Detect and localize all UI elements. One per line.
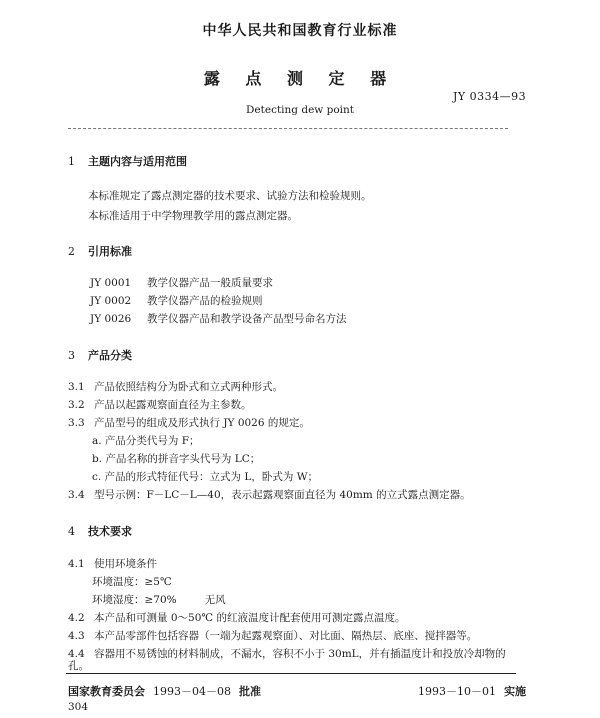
approval-line	[68, 683, 261, 699]
clause-item	[68, 397, 252, 412]
reference-title: 教学仪器产品一般质量要求	[147, 277, 273, 289]
sub-clause-c: c. 产品的形式特征代号：立式为 L，卧式为 W；	[92, 471, 318, 483]
section-title: 引用标准	[88, 245, 132, 258]
section-number: 1	[68, 155, 75, 168]
clause-item	[68, 628, 477, 643]
clause-number: 4.4	[68, 648, 85, 660]
reference-code: JY 0001	[90, 277, 132, 289]
section-title: 技术要求	[88, 525, 132, 538]
sub-clause-a: a. 产品分类代号为 F；	[92, 435, 200, 447]
header-divider	[68, 128, 508, 129]
clause-text: 本产品零部件包括容器（一端为起露观察面）、对比面、隔热层、底座、搅拌器等。	[94, 630, 478, 642]
issuing-authority: 国家教育委员会	[68, 685, 145, 698]
document-title: 露 点 测 定 器	[203, 69, 397, 88]
clause-text: 产品依照结构分为卧式和立式两种形式。	[94, 381, 283, 393]
org-standard-header: 中华人民共和国教育行业标准	[202, 23, 398, 39]
reference-code: JY 0026	[90, 313, 132, 325]
section-number: 4	[68, 525, 75, 538]
implementation-label: 实施	[504, 685, 526, 698]
clause-item	[68, 379, 283, 394]
reference-item	[90, 311, 347, 326]
clause-item	[68, 415, 310, 430]
env-wind-condition: 无风	[204, 594, 226, 606]
env-humidity	[92, 592, 226, 607]
clause-number: 3.1	[68, 381, 85, 393]
clause-number: 3.4	[68, 489, 85, 501]
env-temperature: 环境温度：≥5℃	[92, 576, 172, 588]
reference-title: 教学仪器产品的检验规则	[147, 295, 263, 307]
section-1-para-2: 本标准适用于中学物理教学用的露点测定器。	[88, 210, 298, 222]
clause-continuation: 孔。	[68, 660, 89, 672]
reference-item	[90, 275, 273, 290]
clause-text: 产品型号的组成及形式执行 JY 0026 的规定。	[94, 417, 310, 429]
clause-text: 容器用不易锈蚀的材料制成，不漏水，容积不小于 30mL，并有插温度计和投放冷却物的	[94, 648, 506, 660]
implementation-line	[418, 683, 526, 699]
clause-item	[68, 487, 471, 502]
approval-date: 1993－04－08	[153, 685, 231, 698]
clause-number: 4.1	[68, 558, 85, 570]
reference-code: JY 0002	[90, 295, 132, 307]
clause-item	[68, 646, 506, 661]
implementation-date: 1993－10－01	[418, 685, 496, 698]
standard-number: JY 0334—93	[453, 90, 527, 103]
clause-number: 3.2	[68, 399, 85, 411]
english-title: Detecting dew point	[246, 104, 354, 116]
clause-text: 产品以起露观察面直径为主参数。	[94, 399, 252, 411]
clause-item	[68, 610, 405, 625]
section-4-heading	[68, 523, 132, 539]
clause-text: 本产品和可测量 0～50℃ 的红液温度计配套使用可测定露点温度。	[94, 612, 406, 624]
section-1-para-1: 本标准规定了露点测定器的技术要求、试验方法和检验规则。	[88, 190, 372, 202]
clause-number: 4.3	[68, 630, 85, 642]
section-title: 主题内容与适用范围	[88, 155, 187, 168]
clause-text: 使用环境条件	[94, 558, 157, 570]
clause-number: 4.2	[68, 612, 85, 624]
reference-item	[90, 293, 263, 308]
reference-title: 教学仪器产品和教学设备产品型号命名方法	[147, 313, 347, 325]
clause-text: 型号示例：F－LC－L—40，表示起露观察面直径为 40mm 的立式露点测定器。	[94, 489, 471, 501]
clause-number: 3.3	[68, 417, 85, 429]
section-title: 产品分类	[88, 349, 132, 362]
section-2-heading	[68, 243, 132, 259]
section-1-heading	[68, 153, 187, 169]
env-humidity-value: 环境湿度：≥70%	[92, 594, 177, 606]
section-number: 3	[68, 349, 75, 362]
page-number: 304	[68, 701, 89, 713]
footer-rule	[66, 673, 516, 674]
clause-item	[68, 556, 157, 571]
approval-label: 批准	[239, 685, 261, 698]
sub-clause-b: b. 产品名称的拼音字头代号为 LC；	[92, 453, 261, 465]
section-number: 2	[68, 245, 75, 258]
section-3-heading	[68, 347, 132, 363]
